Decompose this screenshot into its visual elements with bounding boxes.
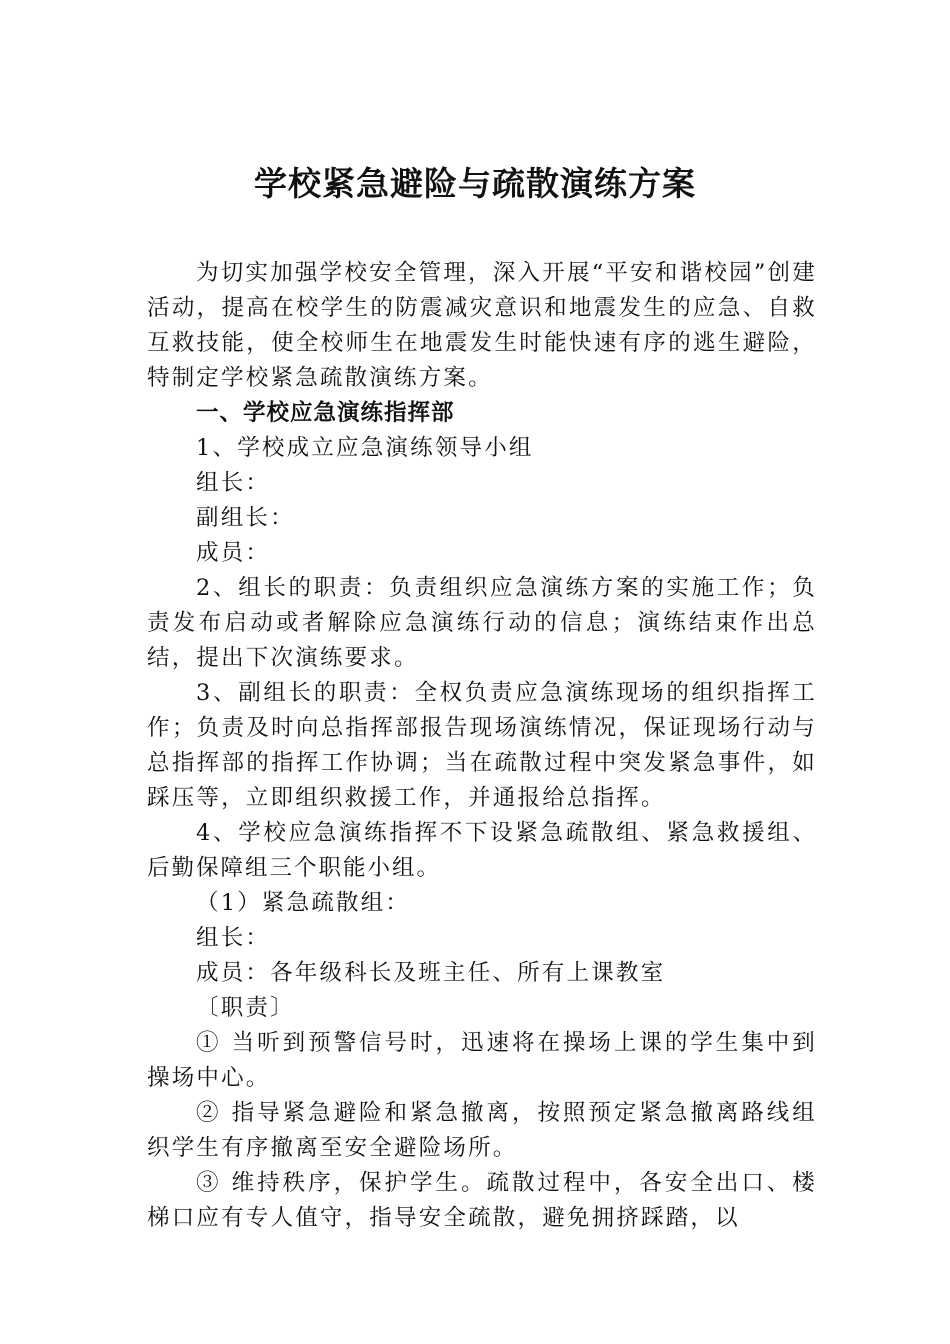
section-heading-command: 一、学校应急演练指挥部 [196,400,455,426]
evacuation-group-heading: （1）紧急疏散组： [196,890,411,916]
deputy-leader-line: 副组长： [196,505,295,531]
intro-paragraph: 为切实加强学校安全管理，深入开展“平安和谐校园”创建活动，提高在校学生的防震减灾意识和地震发生的应急、自救互救技能，使全校师生在地震发生时能快速有序的逃生避险，特制定学校紧急疏散演练方案。 [147,260,817,391]
leader-duties-paragraph: 2、组长的职责：负责组织应急演练方案的实施工作；负责发布启动或者解除应急演练行动的信息；演练结束作出总结，提出下次演练要求。 [147,575,817,671]
duty-item-3: ③ 维持秩序，保护学生。疏散过程中，各安全出口、楼梯口应有专人值守，指导安全疏散，避免拥挤踩踏，以 [147,1170,817,1231]
members-line: 成员： [196,540,271,566]
evacuation-members-line: 成员：各年级科长及班主任、所有上课教室 [196,960,666,986]
item-leading-group: 1、学校成立应急演练领导小组 [196,435,534,461]
duty-item-1: ① 当听到预警信号时，迅速将在操场上课的学生集中到操场中心。 [147,1030,817,1091]
deputy-duties-paragraph: 3、副组长的职责：全权负责应急演练现场的组织指挥工作；负责及时向总指挥部报告现场演练情况，保证现场行动与总指挥部的指挥工作协调；当在疏散过程中突发紧急事件，如踩压等，立即组织救援工作，并通报给总指挥。 [147,680,817,811]
duties-label: 〔职责〕 [196,995,295,1021]
evacuation-leader-line: 组长： [196,925,271,951]
duty-item-2: ② 指导紧急避险和紧急撤离，按照预定紧急撤离路线组织学生有序撤离至安全避险场所。 [147,1100,817,1161]
group-leader-line: 组长： [196,470,271,496]
document-body [147,256,817,1236]
document-title: 学校紧急避险与疏散演练方案 [254,164,696,203]
sub-groups-paragraph: 4、学校应急演练指挥不下设紧急疏散组、紧急救援组、后勤保障组三个职能小组。 [147,820,817,881]
